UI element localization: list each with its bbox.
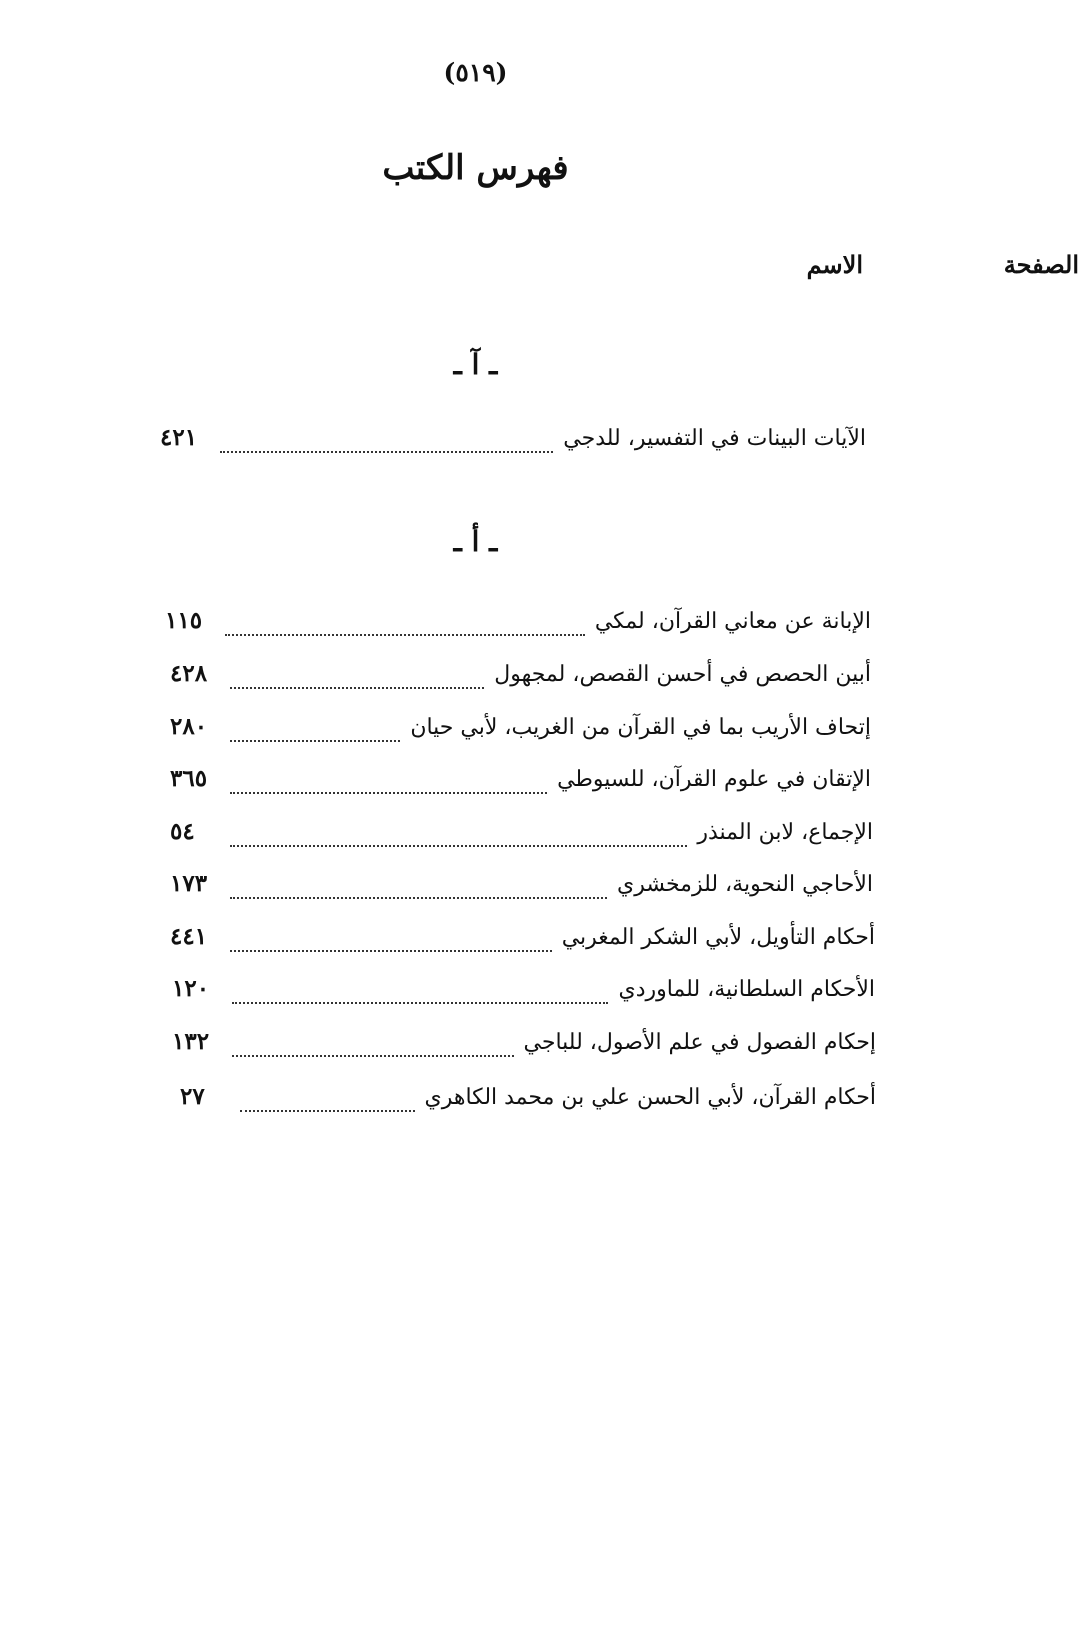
page-number: (٥١٩): [443, 58, 508, 87]
section-letter: ـ آ ـ: [453, 348, 498, 381]
entry-title: الإجماع، لابن المنذر: [697, 820, 873, 845]
entry-title: الآيات البينات في التفسير، للدجي: [563, 426, 866, 451]
entry-page: ٣٦٥: [170, 765, 208, 792]
column-header-page: الصفحة: [1003, 250, 1079, 279]
leader-dots: [230, 686, 484, 689]
entry-title: أحكام التأويل، لأبي الشكر المغربي: [561, 925, 875, 950]
leader-dots: [240, 1109, 415, 1112]
entry-title: إحكام الفصول في علم الأصول، للباجي: [523, 1030, 876, 1055]
entry-title: أحكام القرآن، لأبي الحسن علي بن محمد الكاهري: [424, 1085, 876, 1110]
page-title: فهرس الكتب: [382, 148, 569, 188]
index-entry: [165, 607, 871, 647]
entry-page: ٤٤١: [170, 923, 208, 950]
leader-dots: [225, 633, 585, 636]
entry-page: ٥٤: [170, 818, 195, 845]
index-entry: [170, 818, 873, 858]
entry-title: إتحاف الأريب بما في القرآن من الغريب، لأبي حيان: [410, 715, 871, 740]
index-entry: [180, 1083, 876, 1123]
index-entry: [172, 975, 875, 1015]
entry-page: ١٧٣: [170, 870, 208, 897]
entry-page: ٢٧: [180, 1083, 205, 1110]
leader-dots: [230, 791, 547, 794]
leader-dots: [232, 1054, 514, 1057]
entry-title: الأحاجي النحوية، للزمخشري: [616, 872, 873, 897]
index-entry: [170, 765, 871, 805]
leader-dots: [230, 739, 400, 742]
entry-title: الأحكام السلطانية، للماوردي: [618, 977, 875, 1002]
index-entry: [170, 660, 871, 700]
column-header-name: الاسم: [806, 250, 863, 279]
entry-page: ١١٥: [165, 607, 203, 634]
leader-dots: [230, 844, 687, 847]
entry-page: ٢٨٠: [170, 713, 208, 740]
entry-title: أبين الحصص في أحسن القصص، لمجهول: [494, 662, 871, 687]
index-entry: [160, 424, 866, 464]
section-letter: ـ أ ـ: [453, 525, 498, 558]
leader-dots: [230, 896, 607, 899]
entry-page: ٤٢١: [160, 424, 198, 451]
entry-page: ١٢٠: [172, 975, 210, 1002]
index-entry: [172, 1028, 876, 1068]
entry-title: الإبانة عن معاني القرآن، لمكي: [594, 609, 871, 634]
index-entry: [170, 870, 873, 910]
entry-page: ١٣٢: [172, 1028, 210, 1055]
index-entry: [170, 923, 875, 963]
entry-title: الإتقان في علوم القرآن، للسيوطي: [557, 767, 871, 792]
leader-dots: [230, 949, 552, 952]
leader-dots: [232, 1001, 608, 1004]
index-entry: [170, 713, 871, 753]
entry-page: ٤٢٨: [170, 660, 208, 687]
leader-dots: [220, 450, 553, 453]
